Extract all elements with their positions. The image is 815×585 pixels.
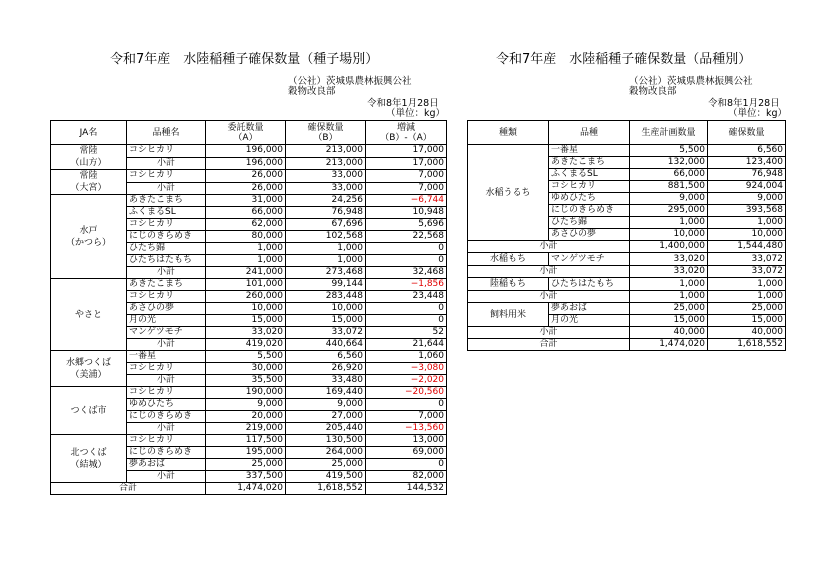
subtotal-label: 小計 — [127, 423, 206, 435]
diff-qty: 0 — [366, 255, 447, 267]
diff-qty: 0 — [366, 399, 447, 411]
subtotal-label: 小計 — [127, 339, 206, 351]
contract-qty: 190,000 — [206, 387, 286, 399]
contract-qty: 260,000 — [206, 291, 286, 303]
diff-qty: 22,568 — [366, 231, 447, 243]
contract-qty: 9,000 — [206, 399, 286, 411]
ja-area: （美浦） — [70, 369, 107, 380]
secured-qty: 25,000 — [708, 303, 786, 315]
diff-qty: −20,560 — [366, 387, 447, 399]
secured-qty: 924,004 — [708, 181, 786, 193]
subtotal-label: 小計 — [468, 291, 630, 303]
table-row — [51, 387, 447, 399]
right-org-dept: 穀物改良部 — [629, 86, 677, 97]
header-contract: 委託数量 （A） — [206, 121, 286, 145]
variety-name: ひたち錦 — [127, 243, 206, 255]
left-org-name: （公社）茨城県農林振興公社 — [288, 76, 412, 87]
diff-qty: 69,000 — [366, 447, 447, 459]
secured-qty: 205,440 — [286, 423, 366, 435]
contract-qty: 195,000 — [206, 447, 286, 459]
subtotal-label: 小計 — [127, 182, 206, 195]
secured-qty: 264,000 — [286, 447, 366, 459]
ja-name: 常陸 — [79, 171, 98, 181]
secured-qty: 102,568 — [286, 231, 366, 243]
variety-name: コシヒカリ — [127, 145, 206, 158]
subtotal-label: 小計 — [468, 241, 630, 253]
contract-qty: 101,000 — [206, 279, 286, 291]
contract-qty: 337,500 — [206, 471, 286, 483]
secured-qty: 1,000 — [286, 243, 366, 255]
ja-name: 水戸 — [79, 225, 98, 236]
subtotal-label: 小計 — [468, 327, 630, 339]
variety-name: ひたち錦 — [549, 217, 630, 229]
secured-qty: 15,000 — [286, 315, 366, 327]
variety-name: コシヒカリ — [127, 435, 206, 447]
diff-qty: 0 — [366, 303, 447, 315]
subtotal-label: 小計 — [127, 375, 206, 387]
contract-qty: 1,000 — [206, 255, 286, 267]
variety-name: 夢あおば — [549, 303, 630, 315]
secured-qty: 6,560 — [708, 145, 786, 157]
header-kind: 種類 — [468, 121, 549, 145]
secured-qty: 213,000 — [286, 145, 366, 158]
variety-name: コシヒカリ — [127, 291, 206, 303]
variety-name: ふくまるSL — [549, 169, 630, 181]
secured-qty: 24,256 — [286, 195, 366, 207]
secured-qty: 1,000 — [708, 278, 786, 291]
table-row — [51, 351, 447, 363]
table-row — [468, 278, 786, 291]
secured-qty: 33,000 — [286, 170, 366, 183]
variety-name: あきたこまち — [127, 279, 206, 291]
contract-qty: 1,000 — [206, 243, 286, 255]
secured-qty: 419,500 — [286, 471, 366, 483]
contract-qty: 30,000 — [206, 363, 286, 375]
variety-name: コシヒカリ — [127, 387, 206, 399]
plan-qty: 9,000 — [630, 193, 708, 205]
diff-qty: 17,000 — [366, 145, 447, 158]
variety-name: 一番星 — [127, 351, 206, 363]
subtotal-row — [468, 327, 786, 339]
total-diff: 144,532 — [366, 483, 447, 495]
table-row — [468, 145, 786, 157]
contract-qty: 26,000 — [206, 170, 286, 183]
contract-qty: 241,000 — [206, 267, 286, 279]
variety-name: ふくまるSL — [127, 207, 206, 219]
ja-name: 北つくば — [70, 447, 107, 458]
contract-qty: 25,000 — [206, 459, 286, 471]
table-row — [468, 253, 786, 266]
secured-qty: 33,072 — [286, 327, 366, 339]
plan-qty: 25,000 — [630, 303, 708, 315]
contract-qty: 66,000 — [206, 207, 286, 219]
diff-qty: 1,060 — [366, 351, 447, 363]
diff-qty: 0 — [366, 315, 447, 327]
contract-qty: 196,000 — [206, 157, 286, 170]
secured-qty: 10,000 — [286, 303, 366, 315]
total-label: 合計 — [468, 339, 630, 351]
secured-qty: 15,000 — [708, 315, 786, 327]
secured-qty: 130,500 — [286, 435, 366, 447]
contract-qty: 196,000 — [206, 145, 286, 158]
contract-qty: 62,000 — [206, 219, 286, 231]
variety-name: にじのきらめき — [127, 231, 206, 243]
variety-name: コシヒカリ — [127, 363, 206, 375]
ja-name: つくば市 — [70, 405, 107, 416]
secured-qty: 213,000 — [286, 157, 366, 170]
diff-qty: −1,856 — [366, 279, 447, 291]
secured-qty: 9,000 — [708, 193, 786, 205]
diff-qty: 82,000 — [366, 471, 447, 483]
variety-name: にじのきらめき — [127, 411, 206, 423]
ja-name: 水郷つくば — [65, 357, 111, 368]
variety-name: あきたこまち — [549, 157, 630, 169]
secured-qty: 27,000 — [286, 411, 366, 423]
variety-name: 月の光 — [127, 315, 206, 327]
right-variety-table — [467, 120, 786, 351]
plan-qty: 132,000 — [630, 157, 708, 169]
contract-qty: 10,000 — [206, 303, 286, 315]
variety-name: 夢あおば — [127, 459, 206, 471]
diff-qty: −2,020 — [366, 375, 447, 387]
contract-qty: 33,020 — [206, 327, 286, 339]
subtotal-label: 小計 — [127, 471, 206, 483]
total-secured: 1,618,552 — [286, 483, 366, 495]
diff-qty: 5,696 — [366, 219, 447, 231]
ja-name-cell — [51, 387, 127, 435]
secured-qty: 33,000 — [286, 182, 366, 195]
variety-name: 月の光 — [549, 315, 630, 327]
ja-name-cell — [51, 435, 127, 483]
variety-name: にじのきらめき — [127, 447, 206, 459]
variety-name: ゆめひたち — [127, 399, 206, 411]
contract-qty: 20,000 — [206, 411, 286, 423]
subtotal-secured: 40,000 — [708, 327, 786, 339]
diff-qty: 52 — [366, 327, 447, 339]
variety-name: あきたこまち — [127, 195, 206, 207]
plan-qty: 15,000 — [630, 315, 708, 327]
kind-name: 陸稲もち — [468, 278, 549, 291]
right-title: 令和7年産 水陸稲種子確保数量（品種別） — [496, 52, 752, 67]
diff-qty: −13,560 — [366, 423, 447, 435]
kind-name: 水稲うるち — [468, 145, 549, 241]
total-label: 合計 — [51, 483, 206, 495]
plan-qty: 10,000 — [630, 229, 708, 241]
ja-area: （山方） — [70, 158, 107, 168]
plan-qty: 33,020 — [630, 253, 708, 266]
left-date: 令和8年1月28日 — [367, 98, 439, 109]
variety-name: あさひの夢 — [127, 303, 206, 315]
contract-qty: 117,500 — [206, 435, 286, 447]
header-plan: 生産計画数量 — [630, 121, 708, 145]
secured-qty: 33,480 — [286, 375, 366, 387]
diff-qty: 0 — [366, 459, 447, 471]
variety-name: あさひの夢 — [549, 229, 630, 241]
ja-area: （大宮） — [70, 183, 107, 193]
diff-qty: −3,080 — [366, 363, 447, 375]
secured-qty: 99,144 — [286, 279, 366, 291]
subtotal-plan: 1,000 — [630, 291, 708, 303]
diff-qty: 0 — [366, 243, 447, 255]
plan-qty: 5,500 — [630, 145, 708, 157]
secured-qty: 76,948 — [708, 169, 786, 181]
total-contract: 1,474,020 — [206, 483, 286, 495]
plan-qty: 1,000 — [630, 278, 708, 291]
right-org-name: （公社）茨城県農林振興公社 — [629, 76, 753, 87]
plan-qty: 1,000 — [630, 217, 708, 229]
contract-qty: 5,500 — [206, 351, 286, 363]
secured-qty: 393,568 — [708, 205, 786, 217]
total-row — [468, 339, 786, 351]
secured-qty: 283,448 — [286, 291, 366, 303]
subtotal-plan: 1,400,000 — [630, 241, 708, 253]
ja-name: やさと — [74, 309, 102, 320]
diff-qty: 23,448 — [366, 291, 447, 303]
diff-qty: 21,644 — [366, 339, 447, 351]
contract-qty: 15,000 — [206, 315, 286, 327]
variety-name: コシヒカリ — [549, 181, 630, 193]
plan-qty: 881,500 — [630, 181, 708, 193]
secured-qty: 25,000 — [286, 459, 366, 471]
variety-name: コシヒカリ — [127, 170, 206, 183]
contract-qty: 419,020 — [206, 339, 286, 351]
subtotal-secured: 33,072 — [708, 266, 786, 278]
left-seed-table — [50, 120, 447, 495]
diff-qty: 7,000 — [366, 411, 447, 423]
total-secured: 1,618,552 — [708, 339, 786, 351]
contract-qty: 80,000 — [206, 231, 286, 243]
table-row — [468, 303, 786, 315]
header-secured: 確保数量 — [708, 121, 786, 145]
table-row — [51, 279, 447, 291]
total-row — [51, 483, 447, 495]
left-title: 令和7年産 水陸稲種子確保数量（種子場別） — [110, 52, 379, 67]
ja-name-cell — [51, 145, 127, 170]
left-org-dept: 穀物改良部 — [288, 86, 336, 97]
secured-qty: 67,696 — [286, 219, 366, 231]
right-unit: （単位：kg） — [728, 108, 788, 119]
diff-qty: 7,000 — [366, 182, 447, 195]
contract-qty: 26,000 — [206, 182, 286, 195]
header-secured: 確保数量 （B） — [286, 121, 366, 145]
table-row — [51, 145, 447, 158]
left-unit: （単位：kg） — [386, 108, 446, 119]
ja-name-cell — [51, 351, 127, 387]
secured-qty: 1,000 — [286, 255, 366, 267]
secured-qty: 26,920 — [286, 363, 366, 375]
subtotal-plan: 40,000 — [630, 327, 708, 339]
diff-qty: 17,000 — [366, 157, 447, 170]
right-date: 令和8年1月28日 — [708, 98, 780, 109]
subtotal-row — [468, 291, 786, 303]
variety-name: ひたちはたもち — [549, 278, 630, 291]
diff-qty: 13,000 — [366, 435, 447, 447]
subtotal-row — [468, 241, 786, 253]
variety-name: ひたちはたもち — [127, 255, 206, 267]
header-variety: 品種 — [549, 121, 630, 145]
subtotal-secured: 1,544,480 — [708, 241, 786, 253]
table-row — [51, 435, 447, 447]
ja-name: 常陸 — [79, 146, 98, 156]
secured-qty: 1,000 — [708, 217, 786, 229]
kind-name: 水稲もち — [468, 253, 549, 266]
contract-qty: 35,500 — [206, 375, 286, 387]
total-plan: 1,474,020 — [630, 339, 708, 351]
variety-name: コシヒカリ — [127, 219, 206, 231]
ja-name-cell — [51, 170, 127, 195]
variety-name: ゆめひたち — [549, 193, 630, 205]
secured-qty: 6,560 — [286, 351, 366, 363]
kind-name: 飼料用米 — [468, 303, 549, 327]
secured-qty: 76,948 — [286, 207, 366, 219]
secured-qty: 123,400 — [708, 157, 786, 169]
diff-qty: −6,744 — [366, 195, 447, 207]
variety-name: マンゲツモチ — [549, 253, 630, 266]
diff-qty: 10,948 — [366, 207, 447, 219]
contract-qty: 219,000 — [206, 423, 286, 435]
table-row — [51, 195, 447, 207]
subtotal-row — [468, 266, 786, 278]
ja-name-cell — [51, 195, 127, 279]
subtotal-plan: 33,020 — [630, 266, 708, 278]
ja-area: （結城） — [70, 459, 107, 470]
diff-qty: 7,000 — [366, 170, 447, 183]
variety-name: にじのきらめき — [549, 205, 630, 217]
ja-area: （かつら） — [65, 237, 111, 248]
plan-qty: 295,000 — [630, 205, 708, 217]
table-row — [51, 170, 447, 183]
subtotal-label: 小計 — [127, 267, 206, 279]
variety-name: 一番星 — [549, 145, 630, 157]
diff-qty: 32,468 — [366, 267, 447, 279]
subtotal-label: 小計 — [127, 157, 206, 170]
secured-qty: 10,000 — [708, 229, 786, 241]
contract-qty: 31,000 — [206, 195, 286, 207]
header-diff: 増減 （B）-（A） — [366, 121, 447, 145]
variety-name: マンゲツモチ — [127, 327, 206, 339]
ja-name-cell — [51, 279, 127, 351]
secured-qty: 440,664 — [286, 339, 366, 351]
secured-qty: 33,072 — [708, 253, 786, 266]
subtotal-secured: 1,000 — [708, 291, 786, 303]
subtotal-label: 小計 — [468, 266, 630, 278]
header-variety: 品種名 — [127, 121, 206, 145]
secured-qty: 273,468 — [286, 267, 366, 279]
header-ja: JA名 — [51, 121, 127, 145]
secured-qty: 9,000 — [286, 399, 366, 411]
secured-qty: 169,440 — [286, 387, 366, 399]
plan-qty: 66,000 — [630, 169, 708, 181]
